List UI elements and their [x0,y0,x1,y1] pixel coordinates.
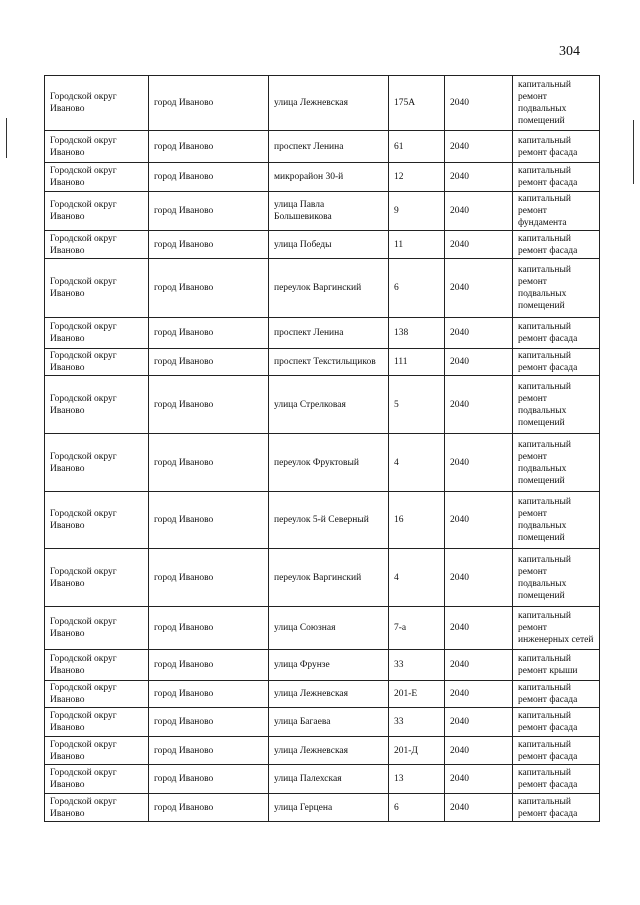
street-cell: переулок 5-й Северный [269,492,389,549]
year-cell: 2040 [445,76,513,131]
locality-cell: город Иваново [149,76,269,131]
scan-edge-mark-right [633,120,634,184]
municipality-cell: Городской округ Иваново [45,607,149,650]
work-type-cell: капитальный ремонт фасада [513,131,600,163]
house-number-cell: 111 [389,349,445,376]
table-row [45,765,600,794]
locality-cell: город Иваново [149,259,269,318]
municipality-cell: Городской округ Иваново [45,765,149,794]
house-number-cell: 33 [389,650,445,681]
locality-cell: город Иваново [149,376,269,434]
house-number-cell: 138 [389,318,445,349]
locality-cell: город Иваново [149,192,269,231]
street-cell: улица Союзная [269,607,389,650]
municipality-cell: Городской округ Иваново [45,737,149,765]
municipality-cell: Городской округ Иваново [45,349,149,376]
work-type-cell: капитальный ремонт фасада [513,765,600,794]
municipality-cell: Городской округ Иваново [45,259,149,318]
locality-cell: город Иваново [149,492,269,549]
year-cell: 2040 [445,192,513,231]
locality-cell: город Иваново [149,708,269,737]
year-cell: 2040 [445,794,513,822]
work-type-cell: капитальный ремонт подвальных помещений [513,376,600,434]
table-row [45,681,600,708]
house-number-cell: 13 [389,765,445,794]
locality-cell: город Иваново [149,231,269,259]
locality-cell: город Иваново [149,681,269,708]
work-type-cell: капитальный ремонт фундамента [513,192,600,231]
year-cell: 2040 [445,549,513,607]
table-row [45,163,600,192]
table-row [45,607,600,650]
year-cell: 2040 [445,349,513,376]
locality-cell: город Иваново [149,765,269,794]
page-number: 304 [559,44,580,59]
street-cell: улица Победы [269,231,389,259]
table-row [45,131,600,163]
street-cell: улица Павла Большевикова [269,192,389,231]
work-type-cell: капитальный ремонт подвальных помещений [513,434,600,492]
house-number-cell: 201-Д [389,737,445,765]
scan-edge-mark-left [6,118,7,158]
work-type-cell: капитальный ремонт подвальных помещений [513,549,600,607]
work-type-cell: капитальный ремонт крыши [513,650,600,681]
table-row [45,231,600,259]
municipality-cell: Городской округ Иваново [45,76,149,131]
house-number-cell: 201-Е [389,681,445,708]
year-cell: 2040 [445,708,513,737]
year-cell: 2040 [445,231,513,259]
municipality-cell: Городской округ Иваново [45,434,149,492]
year-cell: 2040 [445,163,513,192]
locality-cell: город Иваново [149,434,269,492]
locality-cell: город Иваново [149,607,269,650]
street-cell: микрорайон 30-й [269,163,389,192]
house-number-cell: 16 [389,492,445,549]
street-cell: улица Лежневская [269,737,389,765]
work-type-cell: капитальный ремонт фасада [513,794,600,822]
year-cell: 2040 [445,492,513,549]
work-type-cell: капитальный ремонт фасада [513,318,600,349]
year-cell: 2040 [445,737,513,765]
street-cell: переулок Варгинский [269,549,389,607]
work-type-cell: капитальный ремонт фасада [513,737,600,765]
locality-cell: город Иваново [149,549,269,607]
house-number-cell: 175А [389,76,445,131]
year-cell: 2040 [445,318,513,349]
table-row [45,708,600,737]
municipality-cell: Городской округ Иваново [45,318,149,349]
house-number-cell: 4 [389,434,445,492]
table-row [45,737,600,765]
municipality-cell: Городской округ Иваново [45,163,149,192]
municipality-cell: Городской округ Иваново [45,708,149,737]
house-number-cell: 33 [389,708,445,737]
year-cell: 2040 [445,681,513,708]
table-row [45,349,600,376]
house-number-cell: 6 [389,794,445,822]
house-number-cell: 9 [389,192,445,231]
street-cell: проспект Текстильщиков [269,349,389,376]
house-number-cell: 7-а [389,607,445,650]
year-cell: 2040 [445,765,513,794]
municipality-cell: Городской округ Иваново [45,376,149,434]
year-cell: 2040 [445,376,513,434]
year-cell: 2040 [445,434,513,492]
work-type-cell: капитальный ремонт фасада [513,708,600,737]
table-row [45,650,600,681]
table-body [45,76,600,822]
table-row [45,434,600,492]
work-type-cell: капитальный ремонт подвальных помещений [513,76,600,131]
table-row [45,549,600,607]
year-cell: 2040 [445,607,513,650]
house-number-cell: 61 [389,131,445,163]
work-type-cell: капитальный ремонт фасада [513,349,600,376]
year-cell: 2040 [445,259,513,318]
table-row [45,76,600,131]
street-cell: проспект Ленина [269,131,389,163]
locality-cell: город Иваново [149,794,269,822]
house-number-cell: 5 [389,376,445,434]
street-cell: улица Фрунзе [269,650,389,681]
locality-cell: город Иваново [149,163,269,192]
locality-cell: город Иваново [149,650,269,681]
work-type-cell: капитальный ремонт фасада [513,231,600,259]
street-cell: улица Лежневская [269,681,389,708]
repair-schedule-table [44,75,600,822]
municipality-cell: Городской округ Иваново [45,131,149,163]
municipality-cell: Городской округ Иваново [45,492,149,549]
street-cell: переулок Варгинский [269,259,389,318]
street-cell: улица Багаева [269,708,389,737]
street-cell: улица Стрелковая [269,376,389,434]
table-row [45,376,600,434]
street-cell: улица Лежневская [269,76,389,131]
house-number-cell: 4 [389,549,445,607]
locality-cell: город Иваново [149,737,269,765]
street-cell: проспект Ленина [269,318,389,349]
locality-cell: город Иваново [149,318,269,349]
house-number-cell: 11 [389,231,445,259]
year-cell: 2040 [445,131,513,163]
locality-cell: город Иваново [149,349,269,376]
table-row [45,492,600,549]
locality-cell: город Иваново [149,131,269,163]
work-type-cell: капитальный ремонт инженерных сетей [513,607,600,650]
municipality-cell: Городской округ Иваново [45,549,149,607]
work-type-cell: капитальный ремонт подвальных помещений [513,259,600,318]
municipality-cell: Городской округ Иваново [45,192,149,231]
table-row [45,318,600,349]
table-row [45,259,600,318]
municipality-cell: Городской округ Иваново [45,794,149,822]
municipality-cell: Городской округ Иваново [45,231,149,259]
year-cell: 2040 [445,650,513,681]
work-type-cell: капитальный ремонт фасада [513,681,600,708]
street-cell: улица Герцена [269,794,389,822]
work-type-cell: капитальный ремонт подвальных помещений [513,492,600,549]
street-cell: переулок Фруктовый [269,434,389,492]
street-cell: улица Палехская [269,765,389,794]
table-row [45,192,600,231]
municipality-cell: Городской округ Иваново [45,681,149,708]
house-number-cell: 6 [389,259,445,318]
work-type-cell: капитальный ремонт фасада [513,163,600,192]
house-number-cell: 12 [389,163,445,192]
municipality-cell: Городской округ Иваново [45,650,149,681]
table-row [45,794,600,822]
